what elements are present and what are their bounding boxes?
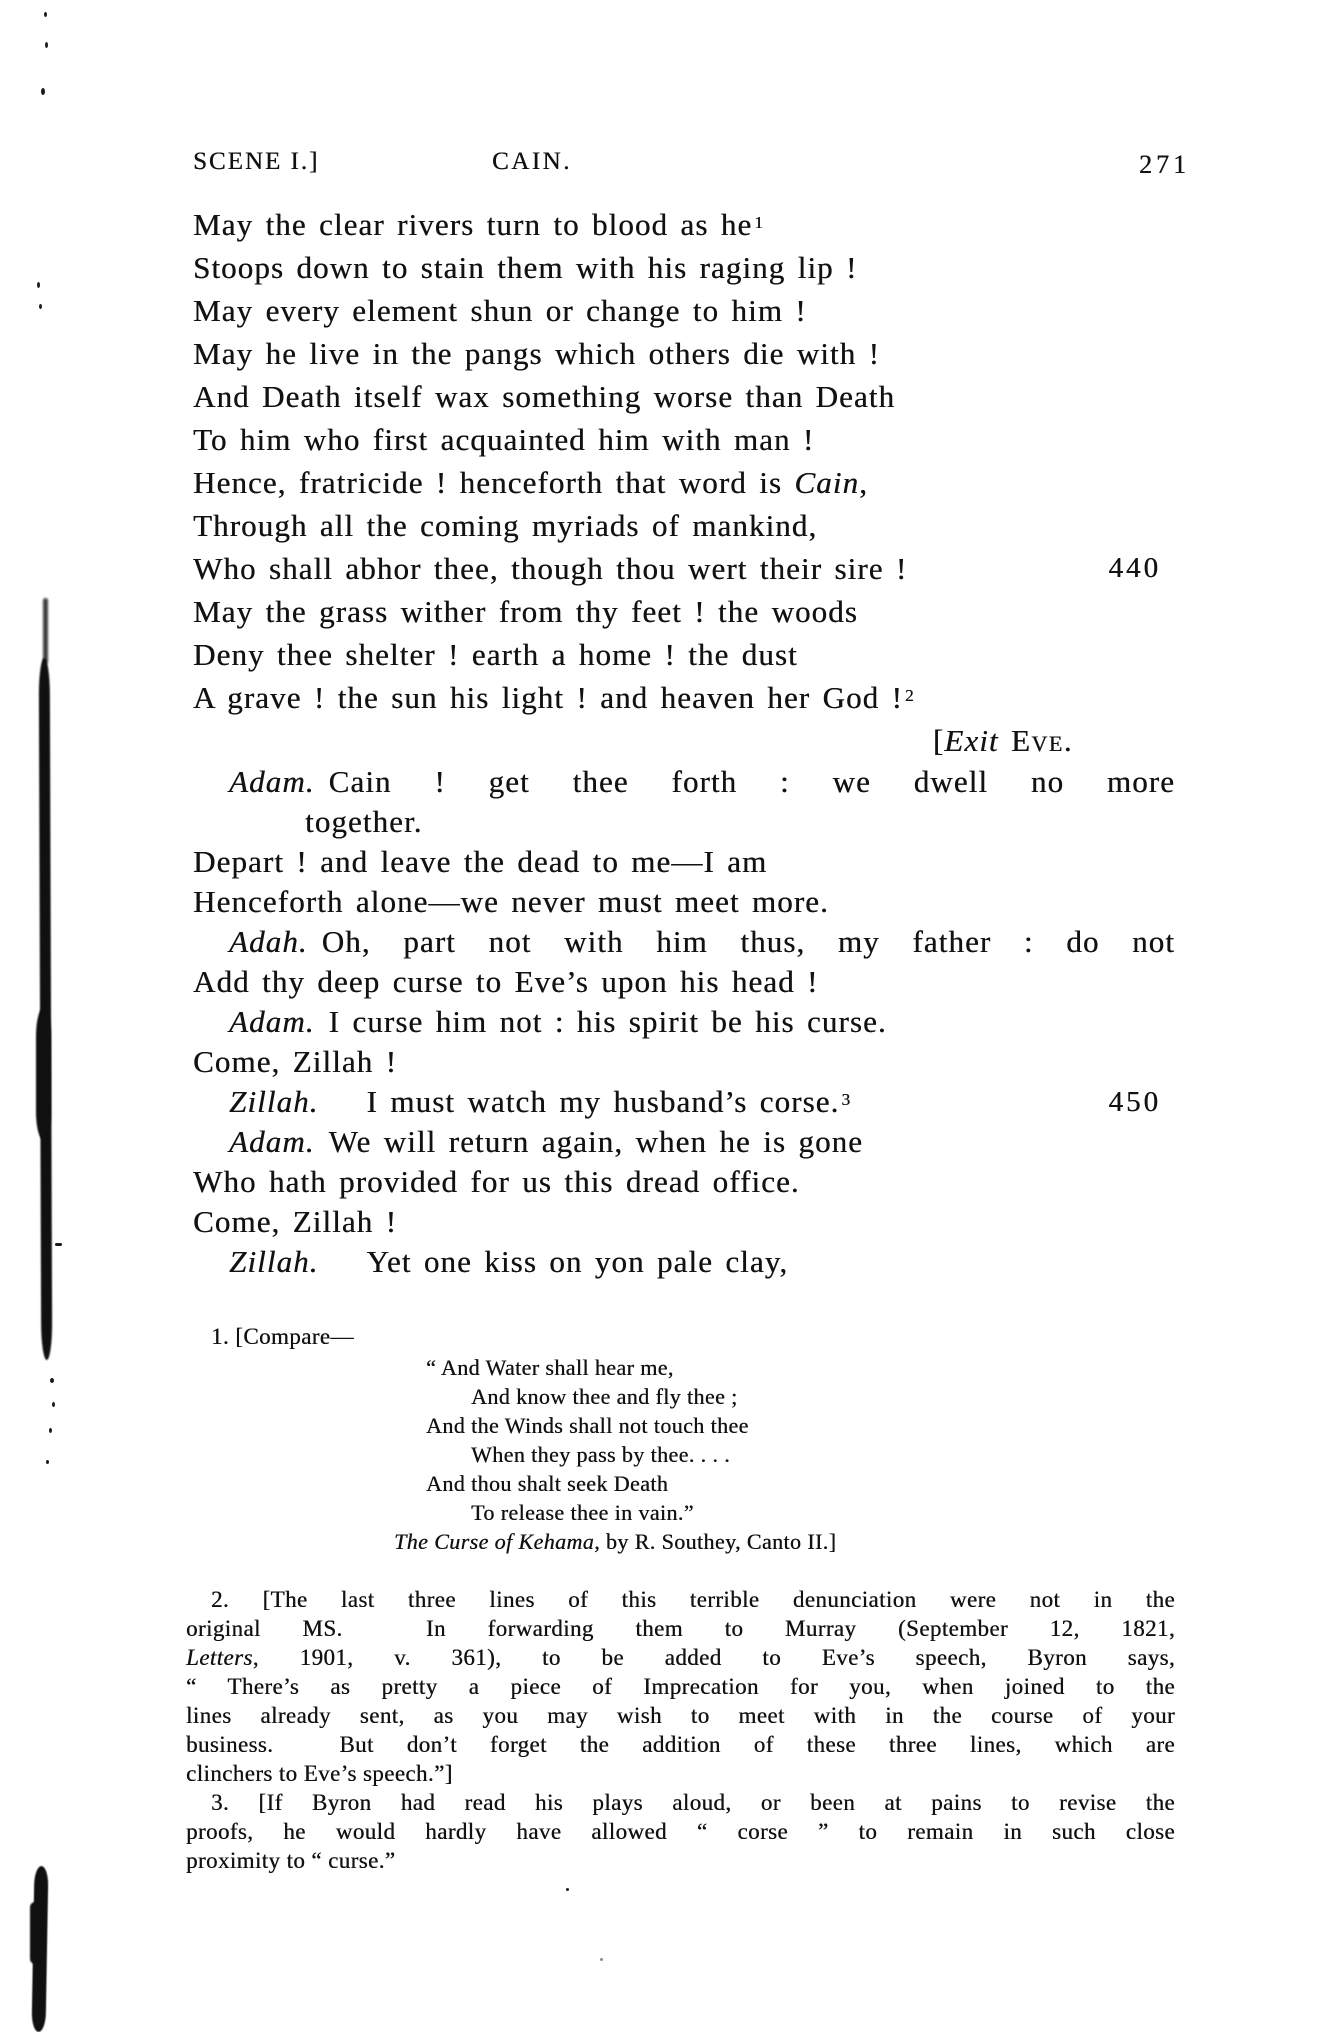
speech-line [186, 922, 1175, 962]
scan-artifact-gutter-streak [36, 1008, 51, 1140]
speech-text: Yet one kiss on yon pale clay, [366, 1244, 789, 1279]
verse-line-number: 440 [1108, 552, 1161, 584]
verse-line-text: May the clear rivers turn to blood as he [193, 207, 753, 242]
footnote-3 [186, 1788, 1175, 1875]
speech-text: I must watch my husband’s corse. [366, 1084, 840, 1119]
verse-line-text: Stoops down to stain them with his raging lip ! [193, 250, 858, 285]
bracket: [ [932, 723, 945, 758]
footnote-quote-line [186, 1353, 1175, 1382]
speech-line [186, 1122, 1175, 1162]
scan-artifact-speck [50, 1378, 54, 1383]
speech-text: Who hath provided for us this dread office. [193, 1164, 800, 1199]
speech-line [186, 1202, 1175, 1242]
speaker-name-zillah: Zillah. [229, 1084, 319, 1119]
speech-line [186, 1082, 1175, 1122]
speaker-name-zillah: Zillah. [229, 1244, 319, 1279]
verse-line-text: May every element shun or change to him ! [193, 293, 807, 328]
footnote-line [186, 1643, 1175, 1672]
footnote-text: 2. [The last three lines of this terrible denunciation were not in the [211, 1587, 1175, 1612]
page-number: 271 [1139, 150, 1190, 179]
footnote-quote-line [186, 1411, 1175, 1440]
italic-word-cain: Cain [794, 465, 860, 500]
verse-line-text: To him who first acquainted him with man ! [193, 422, 815, 457]
speaker-name-adam: Adam. [229, 1124, 315, 1159]
verse-line-text: Deny thee shelter ! earth a home ! the dust [193, 637, 798, 672]
footnote-1 [186, 1320, 1175, 1557]
speech-line [186, 1242, 1175, 1282]
speech-text: I curse him not : his spirit be his curse. [328, 1004, 887, 1039]
verse-line [186, 461, 1175, 504]
verse-line [186, 633, 1175, 676]
verse-line-text: Through all the coming myriads of mankind, [193, 508, 818, 543]
footnote-line [186, 1585, 1175, 1614]
footnote-line [186, 1817, 1175, 1846]
speech-text: We will return again, when he is gone [328, 1124, 864, 1159]
footnote-quote-line [186, 1440, 1175, 1469]
scene-label: SCENE I.] [193, 148, 320, 175]
speech-text: Henceforth alone—we never must meet more. [193, 884, 829, 919]
speech-text: Cain ! get thee forth : we dwell no more [328, 764, 1175, 799]
quote-text: And know thee and fly thee ; [471, 1384, 738, 1409]
work-title: The Curse of Kehama [394, 1529, 595, 1554]
work-title-letters: Letters [186, 1645, 253, 1670]
footnote-text: , 1901, v. 361), to be added to Eve’s speech, Byron says, [252, 1645, 1175, 1670]
quote-text: “ And Water shall hear me, [426, 1355, 674, 1380]
scan-artifact-speck [46, 1460, 49, 1464]
verse-line [186, 676, 1175, 719]
speech-line [186, 1002, 1175, 1042]
footnote-text: proofs, he would hardly have allowed “ corse ” to remain in such close [186, 1819, 1175, 1844]
verse-line-text: May the grass wither from thy feet ! the woods [193, 594, 858, 629]
footnote-quote-line [186, 1469, 1175, 1498]
footnote-line [186, 1759, 1175, 1788]
speech-line [186, 1042, 1175, 1082]
speech-text: Depart ! and leave the dead to me—I am [193, 844, 768, 879]
speech-line [186, 842, 1175, 882]
speech-text: Come, Zillah ! [193, 1044, 398, 1079]
verse-line [186, 246, 1175, 289]
speech-text: together. [305, 804, 423, 839]
stage-direction-exit-eve [186, 719, 1175, 762]
verse-line [186, 289, 1175, 332]
verse-line-text: , [859, 465, 868, 500]
verse-line-text: Hence, fratricide ! henceforth that word is [193, 465, 795, 500]
verse-line [186, 547, 1175, 590]
verse-line-text: Who shall abhor thee, though thou wert their sire ! [193, 551, 908, 586]
verse-line-text: And Death itself wax something worse than Death [193, 379, 896, 414]
scan-artifact-speck [41, 88, 45, 95]
scan-artifact-speck [37, 282, 40, 288]
speech-text: Come, Zillah ! [193, 1204, 398, 1239]
scan-artifact-speck [55, 1243, 62, 1246]
stage-direction-word: Exit [944, 723, 999, 758]
scan-artifact-speck [44, 12, 47, 17]
verse-line [186, 375, 1175, 418]
verse-line [186, 504, 1175, 547]
scan-artifact-speck [52, 1402, 55, 1407]
verse-line [186, 418, 1175, 461]
speech-line [186, 762, 1175, 802]
scan-artifact-speck [39, 304, 42, 309]
footnote-ref-3: 3 [841, 1090, 851, 1109]
footnote-text: 3. [If Byron had read his plays aloud, or been at pains to revise the [211, 1790, 1175, 1815]
attribution-text: , by R. Southey, Canto II.] [594, 1529, 837, 1554]
character-name-eve: Eve. [1010, 723, 1073, 758]
footnote-ref-1: 1 [754, 213, 763, 232]
footnote-line [186, 1846, 1175, 1875]
footnote-attribution [186, 1527, 1175, 1557]
scan-artifact-speck [566, 1888, 569, 1891]
running-header [186, 148, 1190, 184]
footnote-line [186, 1701, 1175, 1730]
scan-artifact-gutter-streak [43, 598, 48, 664]
scan-artifact-speck [49, 1428, 52, 1433]
running-title: CAIN. [492, 148, 572, 175]
footnote-line [186, 1788, 1175, 1817]
speaker-name-adah: Adah. [229, 924, 308, 959]
footnote-text: proximity to “ curse.” [186, 1848, 396, 1873]
quote-text: To release thee in vain.” [471, 1500, 694, 1525]
footnote-ref-2: 2 [904, 686, 914, 705]
quote-text: And thou shalt seek Death [426, 1471, 669, 1496]
scan-artifact-gutter-streak [30, 1902, 40, 1964]
footnote-text: clinchers to Eve’s speech.”] [186, 1761, 453, 1786]
footnote-text: “ There’s as pretty a piece of Imprecation for you, when joined to the [186, 1674, 1175, 1699]
footnote-2 [186, 1585, 1175, 1788]
verse-line-text: A grave ! the sun his light ! and heaven her God ! [193, 680, 903, 715]
footnote-quote-line [186, 1498, 1175, 1527]
speech-text: Add thy deep curse to Eve’s upon his head ! [193, 964, 819, 999]
footnote-line [186, 1730, 1175, 1759]
footnote-line [186, 1614, 1175, 1643]
verse-text-block [186, 203, 1175, 1282]
scan-artifact-speck [600, 1958, 603, 1961]
footnote-text: original MS. In forwarding them to Murray (September 12, 1821, [186, 1616, 1175, 1641]
speech-line [186, 962, 1175, 1002]
quote-text: And the Winds shall not touch thee [426, 1413, 749, 1438]
speech-line [186, 882, 1175, 922]
footnote-text: business. But don’t forget the addition of these three lines, which are [186, 1732, 1175, 1757]
footnote-marker-text: 1. [Compare— [211, 1324, 354, 1349]
speech-line [186, 802, 1175, 842]
quote-text: When they pass by thee. . . . [471, 1442, 731, 1467]
verse-line [186, 203, 1175, 246]
scan-artifact-speck [45, 42, 48, 48]
verse-line [186, 332, 1175, 375]
speaker-name-adam: Adam. [229, 1004, 315, 1039]
verse-line-number: 450 [1108, 1086, 1161, 1118]
footnote-1-marker [186, 1320, 1175, 1353]
footnote-quote-line [186, 1382, 1175, 1411]
verse-line-text: May he live in the pangs which others die with ! [193, 336, 881, 371]
speech-line [186, 1162, 1175, 1202]
verse-line [186, 590, 1175, 633]
speaker-name-adam: Adam. [229, 764, 315, 799]
footnote-text: lines already sent, as you may wish to meet with in the course of your [186, 1703, 1175, 1728]
speech-text: Oh, part not with him thus, my father : do not [321, 924, 1175, 959]
footnote-line [186, 1672, 1175, 1701]
